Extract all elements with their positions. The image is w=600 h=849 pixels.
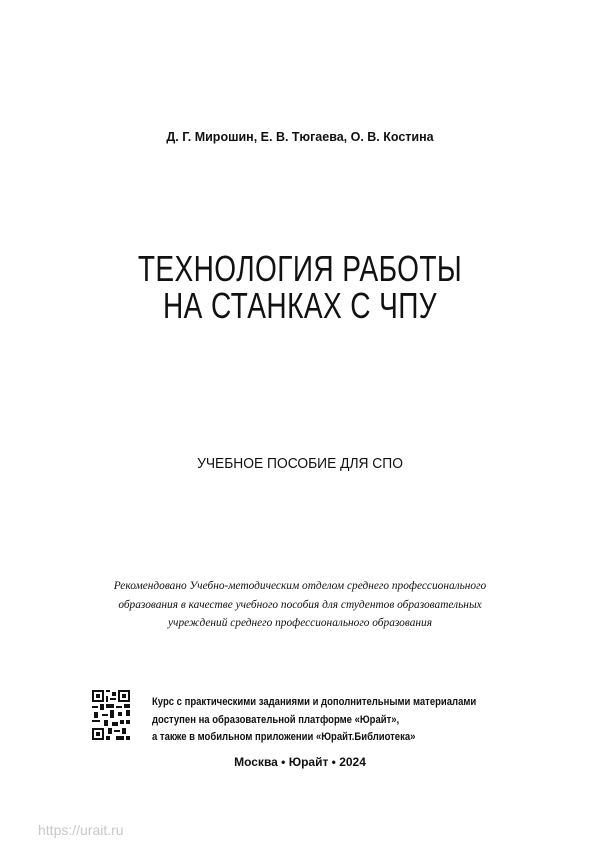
recommendation <box>6 577 594 633</box>
authors: Д. Г. Мирошин, Е. В. Тюгаева, О. В. Костина <box>166 130 434 144</box>
course-line: доступен на образовательной платформе «Юрайт», <box>152 713 400 726</box>
imprint: Москва • Юрайт • 2024 <box>234 755 366 769</box>
course-line: а также в мобильном приложении «Юрайт.Библиотека» <box>152 731 416 743</box>
qr-code-icon <box>92 690 130 740</box>
course-info <box>152 694 476 747</box>
recommendation-line: образования в качестве учебного пособия для студентов образовательных <box>118 597 482 611</box>
recommendation-line: Рекомендовано Учебно-методическим отделом среднего профессионального <box>113 579 487 592</box>
watermark: https://urait.ru <box>38 822 124 838</box>
title-line: НА СТАНКАХ С ЧПУ <box>162 285 438 326</box>
course-line: Курс с практическими заданиями и дополнительными материалами <box>152 696 477 708</box>
subtitle: УЧЕБНОЕ ПОСОБИЕ ДЛЯ СПО <box>197 455 403 472</box>
recommendation-line: учреждений среднего профессионального образования <box>168 616 432 629</box>
title-line: ТЕХНОЛОГИЯ РАБОТЫ <box>137 248 463 289</box>
book-title <box>66 250 534 324</box>
